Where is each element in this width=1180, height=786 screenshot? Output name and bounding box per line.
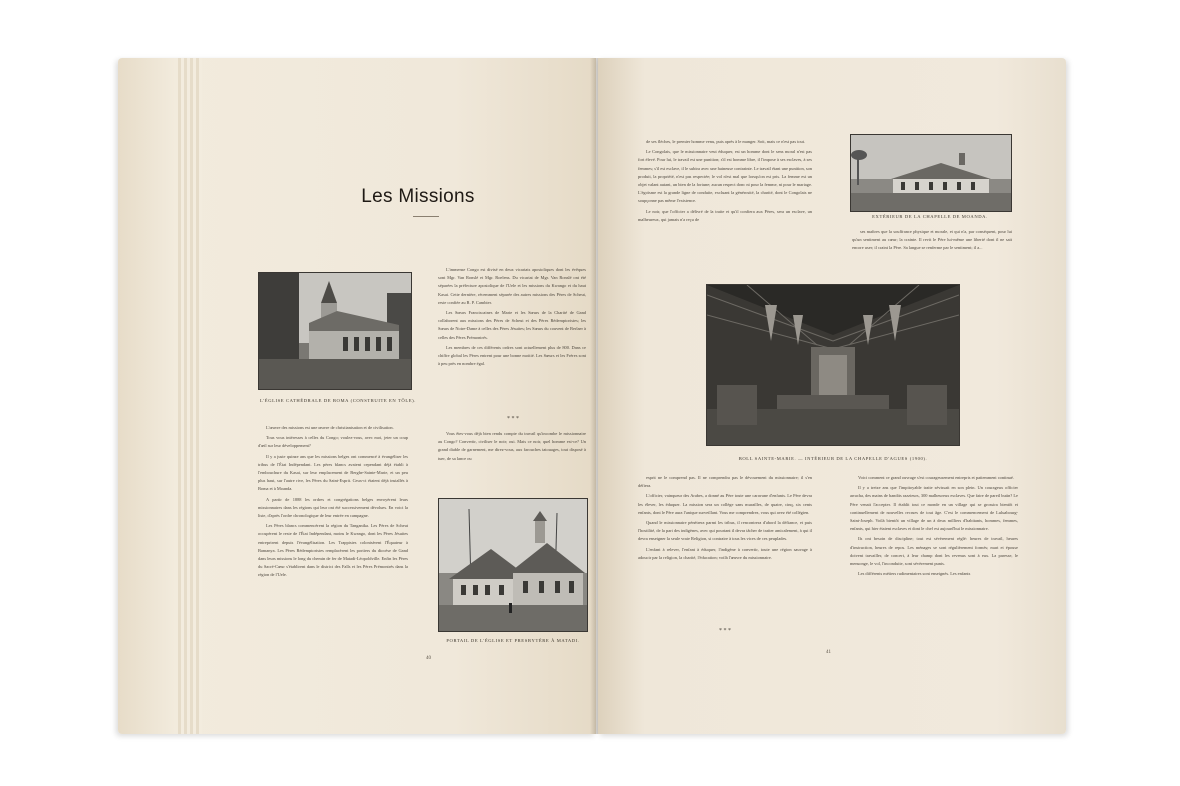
paragraph: esprit ne le comprend pas. Il ne comprendra pas le dévouement du missionnaire; il s'en défiera.	[638, 475, 812, 489]
left-page-column-right-mid	[438, 430, 586, 465]
paragraph: L'immense Congo est divisé en deux vicariats apostoliques dont les évêques sont Mgr. Van Ronslé et Mgr. Roelens. Du vicariat de Mgr. Van Ronslé ont été séparées la préfecture apostolique de l'Uele et les missions du Kwango et du haut Kasai. Cette dernière, récemment séparée des autres missions des Pères de Scheut, reste confiée au R. P. Cambier.	[438, 267, 586, 305]
right-page	[598, 58, 1066, 734]
paragraph: ses maîtres que la souffrance physique et morale, et qui n'a, par conséquent, pour lui qu'un sentiment au cœur; la crainte. Il revit le Père lui-même une liberté dont il ne sait encore user; il craint la Père. Sa langue se renferme par le sentiment; il a...	[852, 229, 1012, 251]
paragraph: Ils ont besoin de discipline; tout est sévèrement réglé: heures de travail, heures d'instruction, heures de repos. Les ménages se sont régulièrement formés; mari et épouse doivent travailler, de concert, à leur champ dont les revenus sont à eux. La paresse, le mensonge, le vol, l'inconduite, sont sévèrement punis.	[850, 536, 1018, 567]
paragraph: Le noir, que l'officier a délivré de la traite et qu'il confiera aux Pères, sera un esclave, un malheureux, qui jamais n'a reçu de	[638, 208, 812, 222]
section-separator: * * *	[719, 628, 731, 634]
right-page-column-right-top	[852, 228, 1012, 255]
paragraph: Les Sœurs Franciscaines de Marie et les Sœurs de la Charité de Gand collaborent aux missions des Pères de Scheut et des Pères Rédemptoristes; les Sœurs de Notre-Dame à celles des Pères Jésuites; les Sœurs du couvent de Berlaer à celles des Pères Prémontrés.	[438, 310, 586, 340]
photo-moanda-caption: EXTÉRIEUR DE LA CHAPELLE DE MOANDA.	[872, 214, 988, 219]
paragraph: Quand le missionnaire pénétrera parmi les tribus, il rencontrera d'abord la défiance, et puis l'hostilité, de la part des indigènes, avec qui pourtant il devra tâcher de traiter amicalement, à qui il devra enseigner la seule vraie Religion, si contraire à tous les vices de ces peuplades.	[638, 520, 812, 542]
matadi-illustration	[439, 499, 587, 631]
page-number-left: 40	[426, 656, 431, 661]
photo-chapel-interior	[706, 284, 960, 446]
photo-chapel-moanda	[850, 134, 1012, 212]
right-page-column-left-top	[638, 138, 812, 226]
paragraph: A partir de 1888 les ordres et congrégations belges envoyèrent leurs missionnaires dans les régions qui leur ont été successivement dévolues. En voici la liste, d'après l'ordre chronologique de leur entrée en campagne.	[258, 496, 408, 519]
paragraph: Les membres de ces différents ordres sont actuellement plus de 800. Dans ce chiffre global les Pères entrent pour une bonne moitié. Les Sœurs et les Frères sont à peu près en nombre égal.	[438, 344, 586, 367]
photo-matadi-church	[438, 498, 588, 632]
left-page-column-right-top	[438, 266, 586, 370]
title-rule	[413, 216, 439, 217]
cathedral-illustration	[259, 273, 411, 389]
open-book	[118, 58, 1066, 734]
right-page-column-right-bottom	[850, 474, 1018, 580]
paragraph: Vous êtes-vous déjà bien rendu compte du travail qu'incombe le missionnaire au Congo? Convertir, civiliser le noir; oui. Mais ce noir, quel homme est-ce? Un grand diable de garnement, me direz-vous, aux farouches tatouages, tout disposé à tuer, de sa lance ou	[438, 431, 586, 461]
paragraph: L'œuvre des missions est une œuvre de christianisation et de civilisation.	[266, 425, 394, 430]
paragraph: Voici comment ce grand ouvrage s'est courageusement entrepris et patiemment continué.	[858, 475, 1014, 480]
photo-interior-caption: BOLL SAINTE-MARIE. — INTÉRIEUR DE LA CHAPELLE D'AGUES (1900).	[738, 456, 928, 461]
paragraph: de ses flèches, le premier homme venu, puis après à le manger. Soit, mais ce n'est pas tout.	[646, 139, 806, 144]
chapel-interior-illustration	[707, 285, 959, 445]
left-page-column-left	[258, 424, 408, 582]
paragraph: Le Congolais, que le missionnaire veut éduquer, est un homme dont le sens moral n'est pas fort élevé. Pour lui, le travail est une punition; s'il est homme libre, il l'impose à ses esclaves, à ses femmes; s'il est esclave, il le subira avec une haineuse contrainte. Le travail étant une punition, son produit, la propriété, n'est pas respectée; le vol n'est mal que lorsqu'on est pris. La femme est un objet valant autant, un bien de la fortune; aucun respect donc ni pour la femme, ni pour le mariage. L'égoïsme est la grande ligne de conduite, excluant la générosité, la charité, dont le Congolais ne soupçonne pas même l'existence.	[638, 149, 812, 204]
binding-edge	[178, 58, 202, 734]
right-page-column-left-bottom	[638, 474, 812, 564]
paragraph: Tous vous intéresses à celles du Congo; voulez-vous, avec moi, jeter un coup d'œil sur leur développement?	[258, 435, 408, 449]
paragraph: Il y a treize ans que l'impitoyable traite sévissait en son plein. Un courageux officier arracha, des mains de bandits razzieurs, 300 malheureux esclaves. Que faire de pareil butin? Le Père venait l'accepter. Il établit tout ce monde en un village qui se grossira bientôt et continuellement de nouvelles recrues de tout âge. C'est le commencement de Luluabourg-Saint-Joseph. Voilà bientôt un village de un à deux milliers d'habitants, hommes, femmes, enfants, qui hier étaient esclaves et dont le chef est aujourd'hui le missionnaire.	[850, 485, 1018, 532]
photo-cathedral-caption: L'ÉGLISE CATHÉDRALE DE BOMA (CONSTRUITE EN TÔLE).	[259, 398, 417, 403]
paragraph: L'officier, vainqueur des Arabes, a donné au Père toute une caravane d'enfants. Le Père devra les élever, les éduquer. La mission sera un collège sans murailles, de quatre, cinq, six cents enfants, dont le Père aura l'unique surveillant. Vous me comprendrez, vous qui avez été collégien.	[638, 493, 812, 515]
photo-cathedral-boma	[258, 272, 412, 390]
page-title: Les Missions	[361, 186, 475, 207]
paragraph: Les Pères blancs commencèrent la région du Tanganika. Les Pères de Scheut occupèrent le reste de l'État Indépendant, moins le Kwango, dont les Pères Jésuites entreprirent depuis l'évangélisation. Les Trappistes colonisèrent l'Équateur à Bamanya. Les Pères Rédemptoristes remplacèrent les portiers du diocèse de Gand dans leurs missions le long du chemin de fer de Matadi-Léopoldville. Enfin les Pères du Sacré-Cœur s'établirent dans le district des Falls et les Pères Prémontrés dans la région de l'Uele.	[258, 523, 408, 578]
paragraph: L'enfant à relever, l'enfant à éduquer, l'indigène à convertir, toute une région sauvage à adoucir par la religion, la charité, l'éducation; voilà l'œuvre du missionnaire.	[638, 546, 812, 560]
section-separator: * * *	[507, 416, 519, 422]
paragraph: Il y a juste quinze ans que les missions belges ont commencé à évangéliser les tribus de l'État Indépendant. Les pères blancs avaient cependant déjà établi à l'embouchure du Kasai, sur leur emplacement de Berghe-Sainte-Marie, et un peu plus haut, sur l'autre rive, les Pères du Saint-Esprit. Ceux-ci étaient déjà installés à Boma et à Moanda.	[258, 453, 408, 492]
left-page	[118, 58, 596, 734]
page-number-right: 41	[826, 650, 831, 655]
paragraph: Les différents métiers rudimentaires sont enseignés. Les enfants	[858, 571, 971, 577]
moanda-illustration	[851, 135, 1011, 211]
photo-matadi-caption: PORTAIL DE L'ÉGLISE ET PRESBYTÈRE À MATADI.	[446, 638, 580, 643]
